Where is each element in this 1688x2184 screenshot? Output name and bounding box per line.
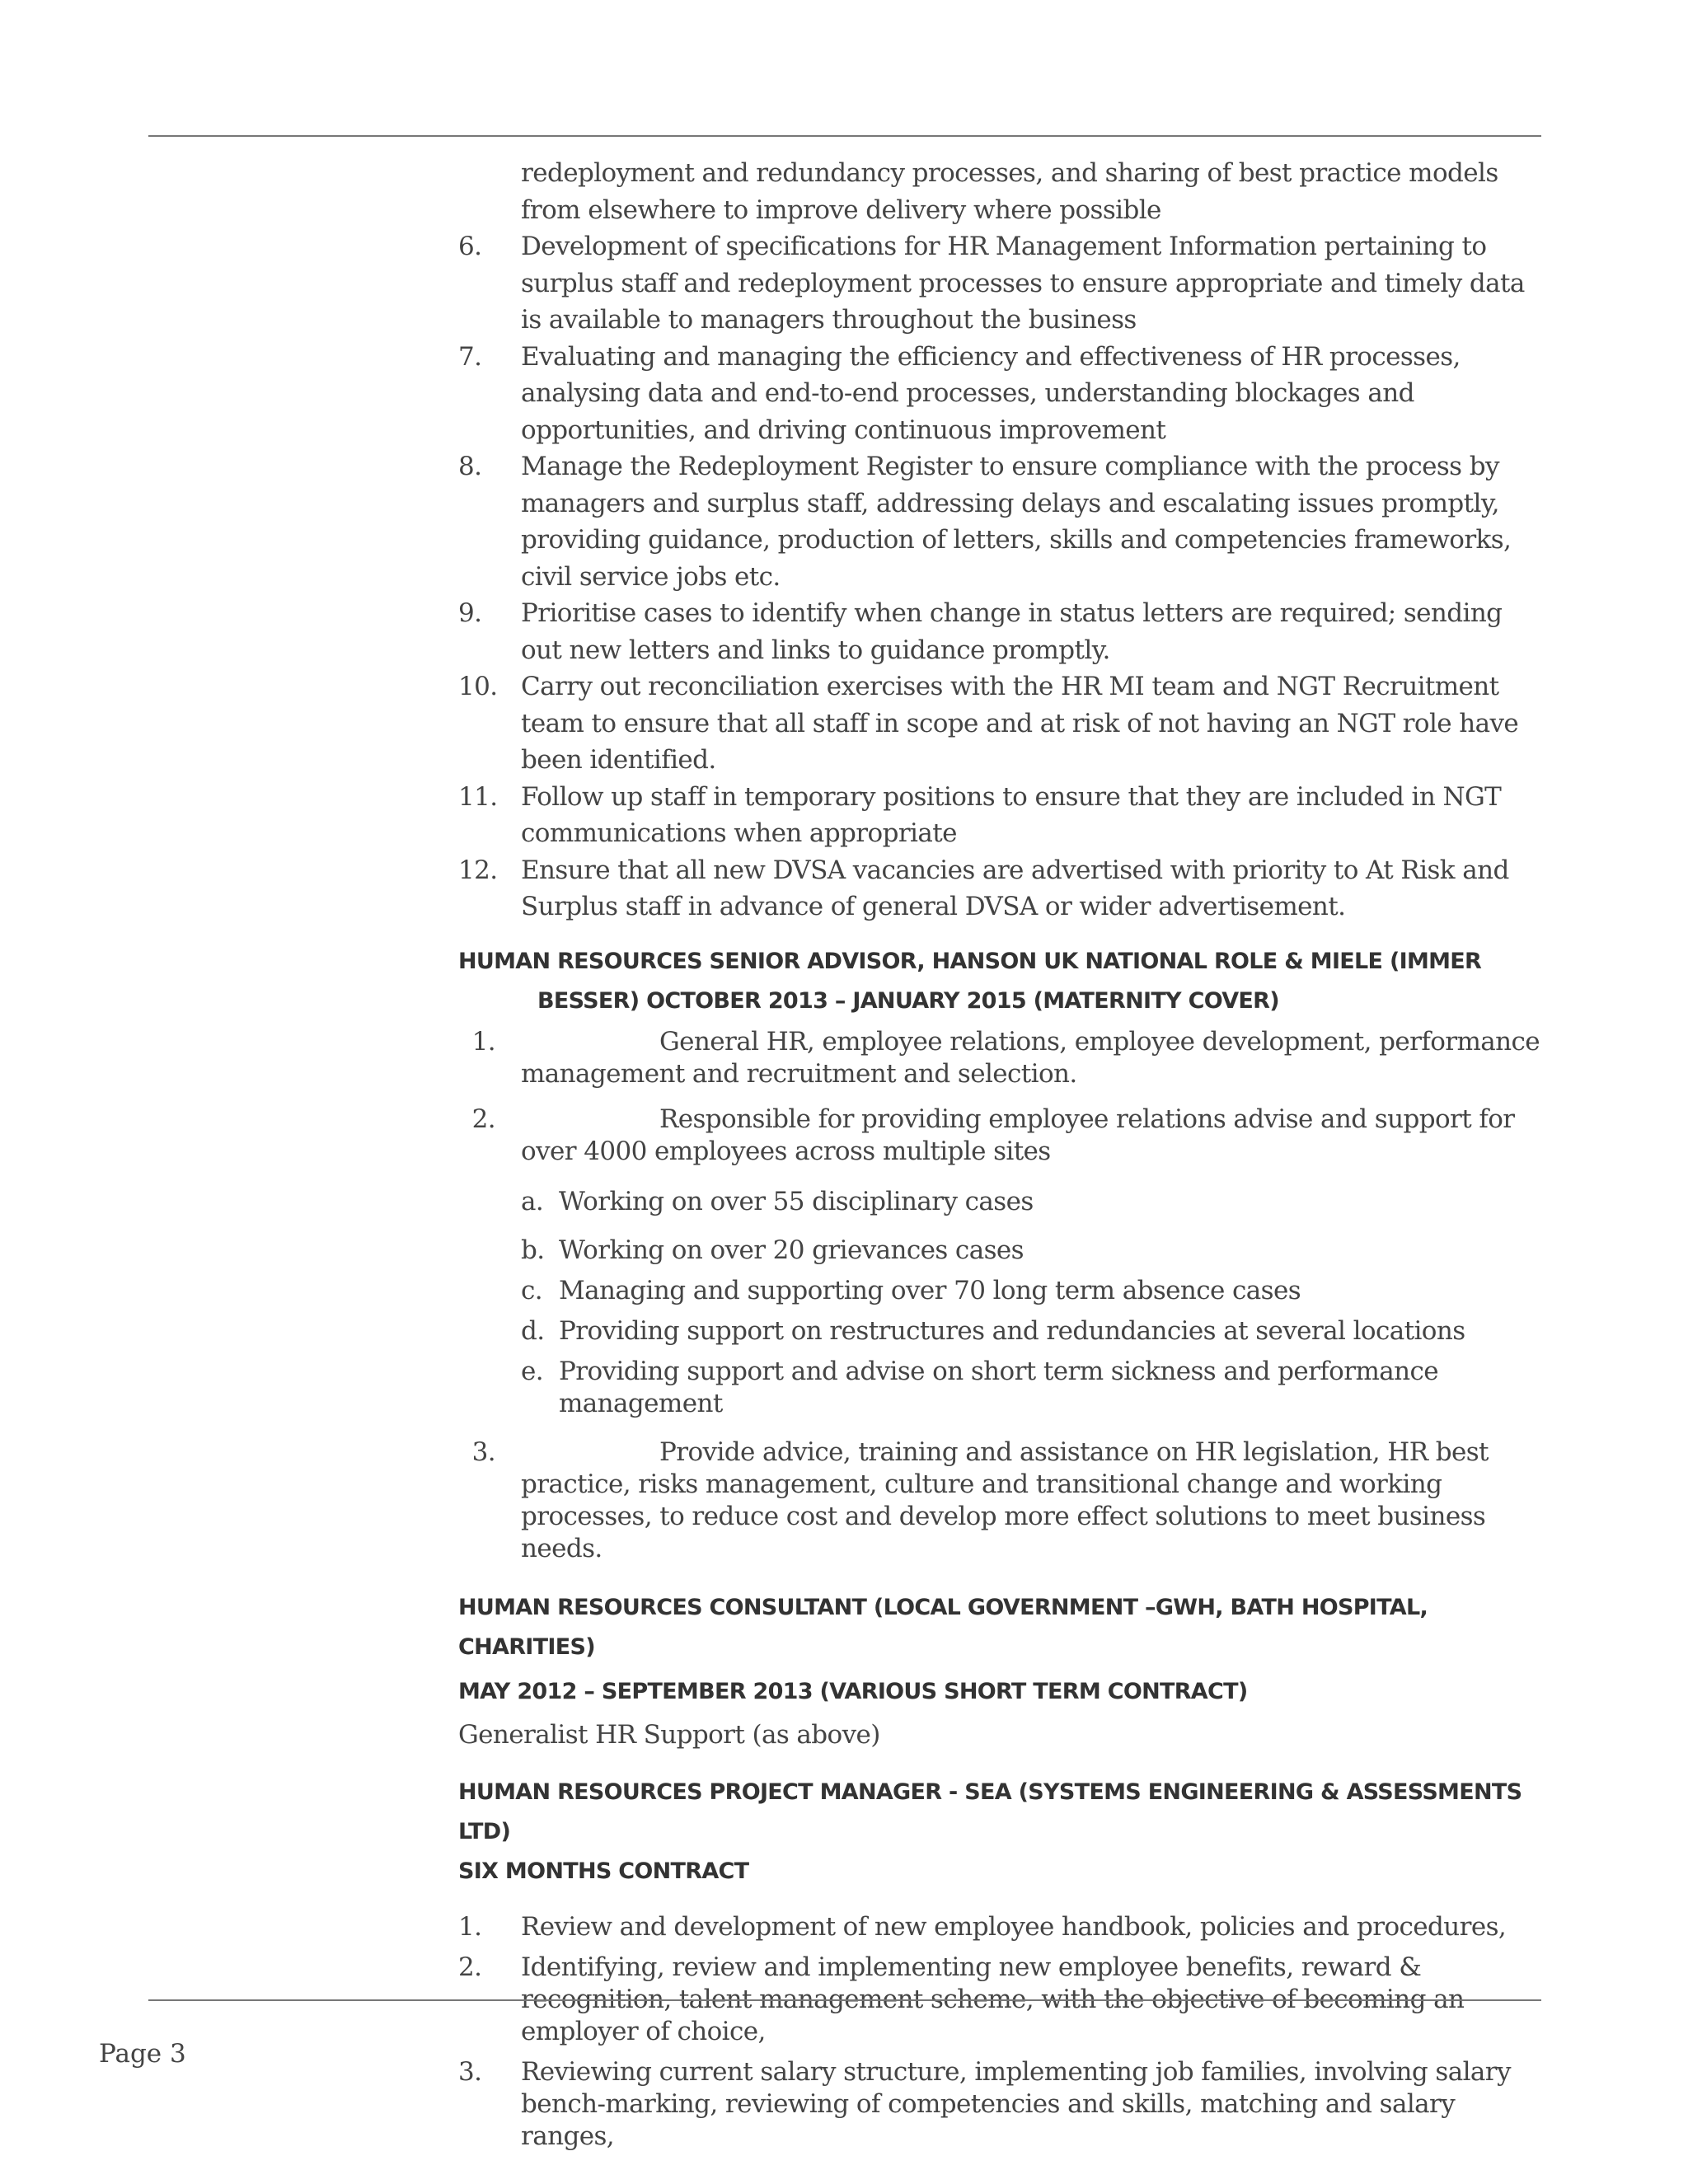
list-item-number: 12. [458, 855, 498, 885]
list-item-text: Prioritise cases to identify when change in status letters are required; sending out new letters and links to guidance promptly. [521, 598, 1503, 665]
sub-list-letter: a. [521, 1186, 544, 1216]
job-duties [458, 1026, 1546, 1565]
job-section-hanson [458, 942, 1546, 1565]
sub-list-text: Working on over 20 grievances cases [559, 1235, 1024, 1265]
list-item [458, 595, 1546, 668]
job-section-consultant [458, 1588, 1546, 1753]
list-item-number: 6. [458, 232, 482, 261]
sub-list-letter: d. [521, 1315, 545, 1346]
list-item-number: 1. [458, 1911, 482, 1942]
list-item-text: Follow up staff in temporary positions to ensure that they are included in NGT communications when appropriate [521, 781, 1502, 848]
sub-list-item [521, 1356, 1546, 1420]
sub-list-item [521, 1186, 1546, 1218]
list-item [458, 1104, 1546, 1168]
list-item-text: Ensure that all new DVSA vacancies are advertised with priority to At Risk and Surplus staff in advance of general DVSA or wider advertisement. [521, 855, 1509, 921]
list-item-text: Carry out reconciliation exercises with the HR MI team and NGT Recruitment team to ensure that all staff in scope and at risk of not having an NGT role have been identified. [521, 672, 1519, 775]
job-heading-continued: BESSER) OCTOBER 2013 – JANUARY 2015 (MATERNITY COVER) [537, 987, 1279, 1014]
list-item-text: Manage the Redeployment Register to ensure compliance with the process by managers and surplus staff, addressing delays and escalating issues promptly, providing guidance, production of letters, skills and competencies frameworks, civil service jobs etc. [521, 452, 1512, 592]
list-item-number: 9. [458, 598, 482, 628]
list-item-number: 8. [458, 452, 482, 481]
document-body [458, 155, 1546, 2153]
list-item-number: 11. [458, 781, 498, 812]
list-item [458, 779, 1546, 852]
list-item-text: Evaluating and managing the efficiency and effectiveness of HR processes, analysing data and end-to-end processes, understanding blockages and opportunities, and driving continuous improvement [521, 341, 1461, 445]
sub-list-item [521, 1315, 1546, 1347]
list-item [458, 228, 1546, 339]
job-heading: HUMAN RESOURCES CONSULTANT (LOCAL GOVERNMENT –GWH, BATH HOSPITAL, CHARITIES) [458, 1594, 1428, 1660]
job-duties [458, 1911, 1546, 2153]
job-heading: HUMAN RESOURCES SENIOR ADVISOR, HANSON UK NATIONAL ROLE & MIELE (IMMER [458, 948, 1482, 974]
sub-list-text: Providing support and advise on short term sickness and performance management [559, 1356, 1438, 1418]
sub-list-letter: b. [521, 1235, 545, 1265]
list-item-text: Identifying, review and implementing new employee benefits, reward & recognition, talent management scheme, with the objective of becoming an employer of choice, [521, 1952, 1465, 2046]
sub-list-text: Providing support on restructures and redundancies at several locations [559, 1315, 1465, 1346]
list-item-number: 2. [471, 1104, 495, 1134]
list-item-number: 3. [471, 1436, 495, 1467]
list-item-number: 10. [458, 672, 498, 701]
job-dates: MAY 2012 – SEPTEMBER 2013 (VARIOUS SHORT TERM CONTRACT) [458, 1678, 1248, 1704]
job-section-sea [458, 1773, 1546, 2153]
list-item-text: Provide advice, training and assistance on HR legislation, HR best practice, risks management, culture and transitional change and working processes, to reduce cost and develop more effect solutions to meet business needs. [521, 1436, 1489, 1563]
list-item [458, 852, 1546, 926]
job-summary: Generalist HR Support (as above) [458, 1719, 880, 1750]
list-item-text: Development of specifications for HR Management Information pertaining to surplus staff and redeployment processes to ensure appropriate and timely data is available to managers throughout the business [521, 232, 1525, 335]
footer-rule [148, 1999, 1541, 2001]
list-item [458, 1436, 1546, 1565]
list-item-number: 7. [458, 341, 482, 372]
list-item [458, 1911, 1546, 1943]
sub-list-text: Managing and supporting over 70 long term absence cases [559, 1275, 1301, 1305]
job-dates: SIX MONTHS CONTRACT [458, 1858, 749, 1884]
sub-list-item [521, 1235, 1546, 1267]
list-item [458, 2056, 1546, 2153]
list-item-number: 1. [471, 1026, 495, 1057]
sub-list-item [521, 1275, 1546, 1307]
list-item-text: Review and development of new employee handbook, policies and procedures, [521, 1911, 1507, 1942]
list-item [458, 448, 1546, 595]
list-item [458, 1026, 1546, 1090]
list-item-number: 3. [458, 2056, 482, 2087]
header-rule [148, 135, 1541, 137]
list-item-continuation [458, 155, 1546, 228]
list-item-number: 2. [458, 1952, 482, 1982]
list-item-text: Reviewing current salary structure, implementing job families, involving salary bench-marking, reviewing of competencies and skills, matching and salary ranges, [521, 2056, 1511, 2151]
list-item-text: redeployment and redundancy processes, and sharing of best practice models from elsewhere to improve delivery where possible [521, 158, 1498, 225]
job-heading: HUMAN RESOURCES PROJECT MANAGER - SEA (SYSTEMS ENGINEERING & ASSESSMENTS LTD) [458, 1779, 1522, 1844]
list-item [458, 339, 1546, 449]
sub-list-letter: e. [521, 1356, 543, 1386]
sub-list-letter: c. [521, 1275, 543, 1305]
list-item [458, 668, 1546, 779]
sub-list-text: Working on over 55 disciplinary cases [559, 1186, 1034, 1216]
list-item-text: General HR, employee relations, employee development, performance management and recruitment and selection. [521, 1026, 1540, 1089]
list-item-text: Responsible for providing employee relations advise and support for over 4000 employees across multiple sites [521, 1104, 1515, 1166]
page-number: Page 3 [99, 2039, 186, 2069]
